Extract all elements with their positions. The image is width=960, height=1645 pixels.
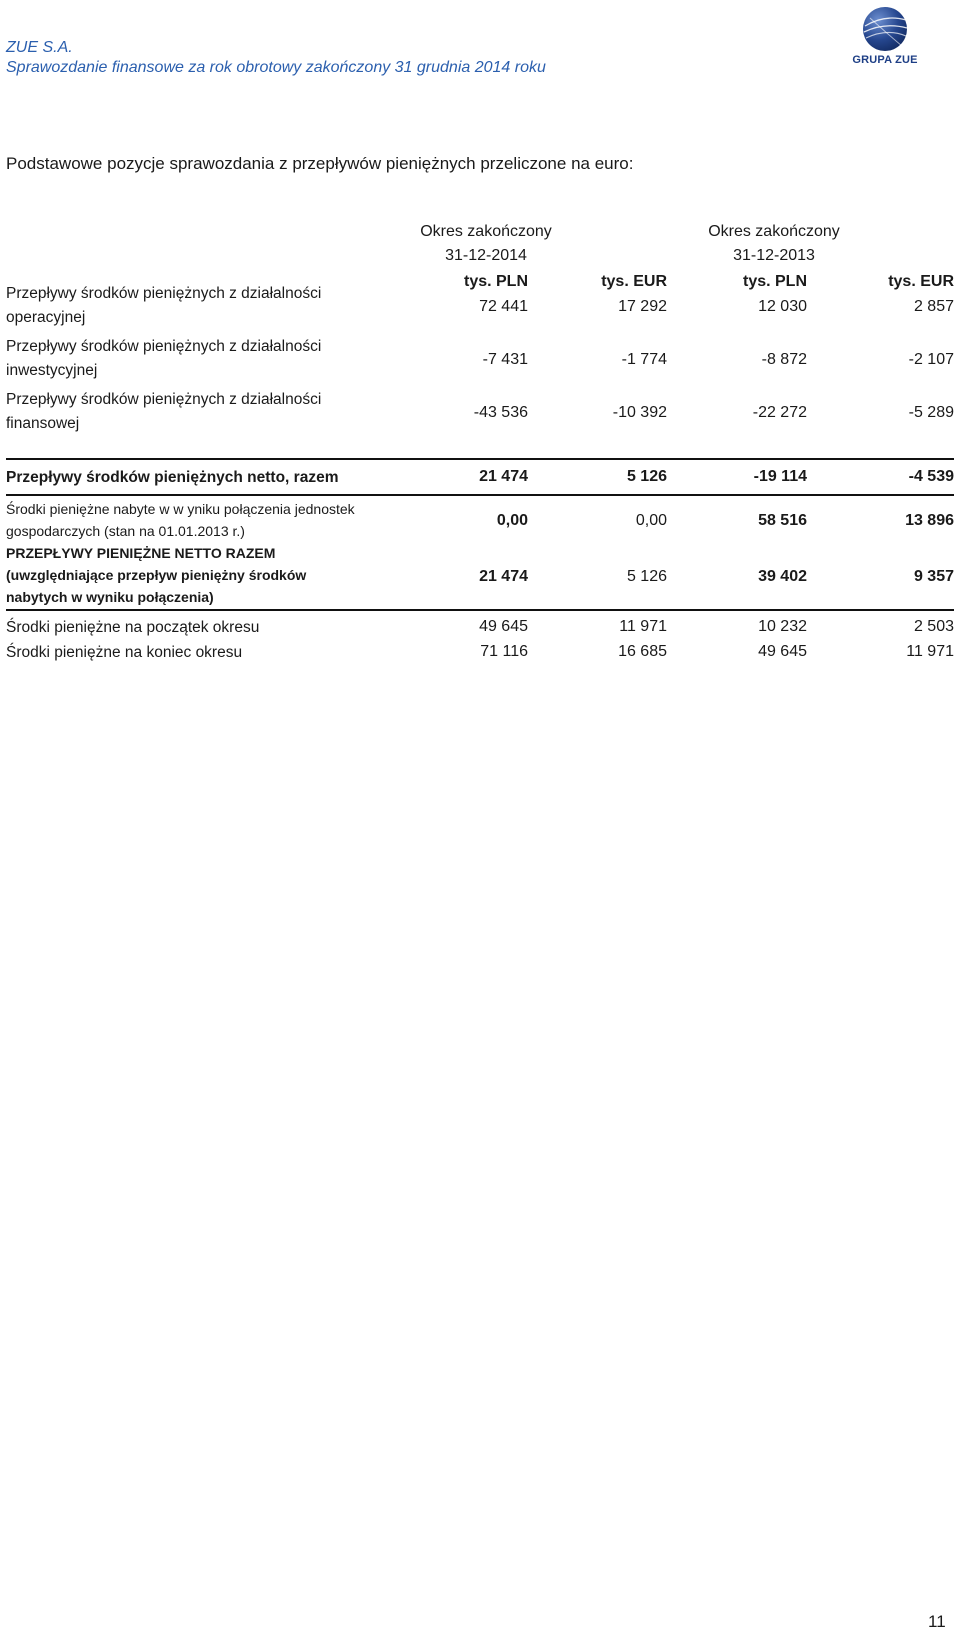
row-label: Środki pieniężne nabyte w w yniku połączenia jednostek: [6, 501, 355, 517]
cell-value: 0,00: [496, 512, 528, 529]
cell-value: 5 126: [626, 568, 667, 585]
cell-value: 11 971: [619, 618, 667, 635]
cell-value: -10 392: [612, 404, 667, 421]
cell-value: 5 126: [626, 468, 667, 485]
row-label: Środki pieniężne na koniec okresu: [6, 644, 243, 661]
page-number: 11: [928, 1612, 946, 1631]
row-label: finansowej: [6, 415, 80, 432]
cell-value: 12 030: [758, 298, 807, 315]
globe-logo-icon: [862, 6, 908, 52]
cell-value: -1 774: [621, 351, 667, 368]
unit-header: tys. EUR: [601, 273, 667, 290]
cell-value: 71 116: [480, 643, 528, 660]
period-2014-header: [366, 220, 606, 268]
cell-value: -8 872: [761, 351, 807, 368]
cell-value: 13 896: [905, 512, 954, 529]
cell-value: 49 645: [479, 618, 528, 635]
section-title: Podstawowe pozycje sprawozdania z przepływów pieniężnych przeliczone na euro:: [6, 154, 634, 173]
row-label: Środki pieniężne na początek okresu: [6, 619, 260, 636]
cell-value: 17 292: [618, 298, 667, 315]
cell-value: -5 289: [908, 404, 954, 421]
grupa-zue-logo: [830, 6, 940, 74]
cell-value: 49 645: [758, 643, 807, 660]
cell-value: -22 272: [752, 404, 807, 421]
period-2013-header: [654, 220, 894, 268]
cell-value: 58 516: [758, 512, 807, 529]
cell-value: 72 441: [479, 298, 528, 315]
row-label: Przepływy środków pieniężnych z działalności: [6, 391, 322, 408]
period-label: Okres zakończony: [420, 223, 552, 240]
logo-text: GRUPA ZUE: [852, 54, 918, 66]
row-label: PRZEPŁYWY PIENIĘŻNE NETTO RAZEM: [6, 545, 276, 561]
cell-value: 39 402: [758, 568, 807, 585]
cell-value: 21 474: [479, 468, 528, 485]
table-divider: [6, 609, 954, 611]
cell-value: 2 857: [913, 298, 954, 315]
cell-value: -2 107: [908, 351, 954, 368]
cell-value: 0,00: [635, 512, 667, 529]
row-label: Przepływy środków pieniężnych z działalności: [6, 338, 322, 355]
table-divider: [6, 458, 954, 460]
period-date: 31-12-2013: [733, 247, 815, 264]
unit-header: tys. PLN: [463, 273, 528, 290]
cell-value: 16 685: [618, 643, 667, 660]
report-subtitle: Sprawozdanie finansowe za rok obrotowy zakończony 31 grudnia 2014 roku: [6, 59, 546, 76]
row-label: operacyjnej: [6, 309, 86, 326]
cell-value: -7 431: [482, 351, 528, 368]
cell-value: 9 357: [913, 568, 954, 585]
cell-value: 11 971: [906, 643, 954, 660]
table-divider: [6, 494, 954, 496]
row-label: Przepływy środków pieniężnych z działalności: [6, 285, 322, 302]
company-name: ZUE S.A.: [6, 39, 73, 56]
period-date: 31-12-2014: [445, 247, 527, 264]
cell-value: 21 474: [479, 568, 528, 585]
row-label: inwestycyjnej: [6, 362, 98, 379]
cell-value: -19 114: [753, 468, 807, 485]
cell-value: -43 536: [473, 404, 528, 421]
cell-value: -4 539: [908, 468, 954, 485]
row-label: (uwzględniające przepływ pieniężny środków: [6, 567, 307, 583]
unit-header: tys. EUR: [888, 273, 954, 290]
period-label: Okres zakończony: [708, 223, 840, 240]
unit-header: tys. PLN: [742, 273, 807, 290]
row-label: Przepływy środków pieniężnych netto, razem: [6, 469, 339, 486]
cell-value: 10 232: [758, 618, 807, 635]
row-label: nabytych w wyniku połączenia): [6, 589, 214, 605]
row-label: gospodarczych (stan na 01.01.2013 r.): [6, 523, 245, 539]
cell-value: 2 503: [913, 618, 954, 635]
